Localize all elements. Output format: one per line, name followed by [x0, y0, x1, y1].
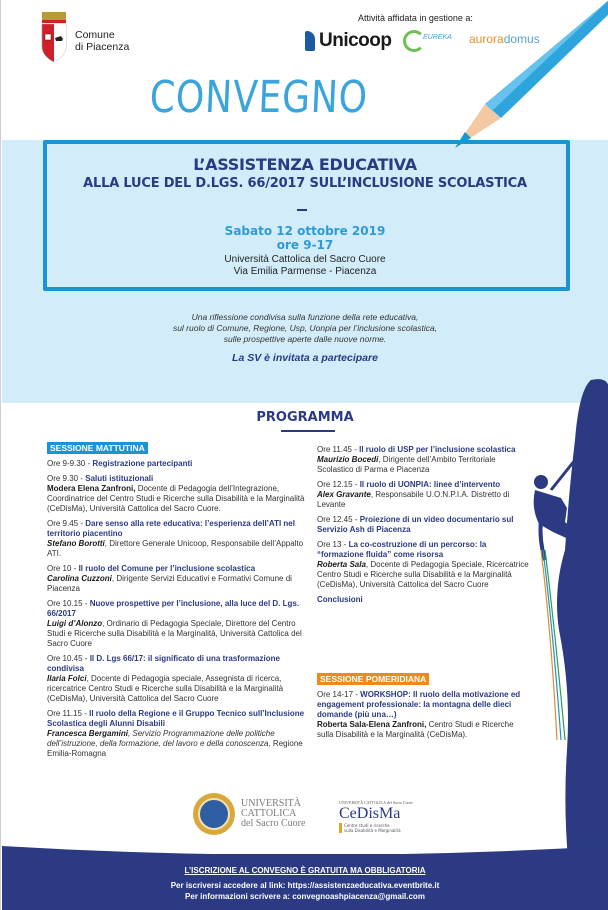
item-speaker: Maurizio Bocedi — [317, 455, 379, 464]
ucsc-line3: del Sacro Cuore — [241, 818, 306, 829]
register-link[interactable]: https://assistenzaeducativa.eventbrite.it — [287, 881, 440, 890]
programma-underline — [281, 430, 335, 432]
cedisma-sub1: Centro studi e ricerche — [344, 823, 390, 828]
item-speaker: Alex Gravante — [317, 490, 371, 499]
program-item — [47, 654, 309, 704]
item-time: Ore 13 - — [317, 540, 349, 549]
item-time: Ore 14-17 - — [317, 690, 361, 699]
item-topic: Il D. Lgs 66/17: il significato di una trasformazione condivisa — [47, 654, 280, 673]
event-day: Sabato 12 ottobre 2019 — [224, 224, 386, 238]
venue-line2: Via Emilia Parmense - Piacenza — [233, 266, 377, 277]
program-item — [317, 515, 532, 535]
item-topic: WORKSHOP: Il ruolo della motivazione ed engagement professionale: la montagna delle dieci domande (più una…) — [317, 690, 521, 719]
program-item — [47, 474, 309, 514]
ucsc-line2: CATTOLICA — [241, 808, 297, 819]
unicoop-mark-icon — [305, 31, 315, 51]
footer-info — [1, 880, 608, 902]
ucsc-seal-icon — [193, 793, 235, 835]
info-email-link[interactable]: convegnoashpiacenza@gmail.com — [292, 892, 425, 901]
item-time: Ore 11.45 - — [317, 445, 360, 454]
convegno-heading: CONVEGNO — [148, 72, 369, 123]
invite-text: La SV è invitata a partecipare — [232, 352, 378, 364]
item-time: Ore 10.45 - — [47, 654, 90, 663]
title-separator — [297, 209, 307, 211]
comune-name — [75, 29, 129, 53]
program-right-column — [317, 445, 532, 745]
item-speaker: Luigi d’Alonzo — [47, 619, 103, 628]
title-line2: ALLA LUCE DEL D.LGS. 66/2017 SULL’INCLUSIONE SCOLASTICA — [83, 176, 527, 191]
item-description: , Direttore Generale Unicoop, Responsabile dell’Appalto ATI. — [47, 539, 304, 558]
eureka-text: EUREKA — [423, 34, 452, 41]
item-topic: Il ruolo di USP per l’inclusione scolastica — [359, 445, 516, 454]
register-label: Per iscriversi accedere al link: — [170, 881, 288, 890]
program-item — [47, 599, 309, 649]
item-speaker: Stefano Borotti — [47, 539, 105, 548]
item-topic: Nuove prospettive per l’inclusione, alla luce del D. Lgs. 66/2017 — [47, 599, 300, 618]
item-description: Docente di Pedagogia dell’Integrazione, Coordinatrice del Centro Studi e Ricerche sulla Disabilità e la Marginalità (CeDisMa), Università Cattolica del Sacro Cuore. — [47, 484, 305, 513]
item-speaker: Francesca Bergamini — [47, 729, 128, 738]
item-time: Ore 9.45 - — [47, 519, 86, 528]
item-time: Ore 11.15 - — [47, 709, 90, 718]
item-description-extra: Regione Emilia-Romagna — [47, 739, 303, 758]
info-line — [1, 891, 608, 902]
cedisma-name: CeDisMa — [339, 805, 401, 822]
item-description: , Servizio Programmazione delle politiche dell’istruzione, della formazione, del lavoro e della conoscenza, — [47, 729, 275, 748]
conclusioni-label: Conclusioni — [317, 595, 363, 604]
item-topic: La co-costruzione di un percorso: la “formazione fluida” come risorsa — [317, 540, 487, 559]
cedisma-logo — [339, 800, 413, 833]
event-date — [1, 224, 608, 252]
item-speaker: Ilaria Folci — [47, 674, 87, 683]
item-speaker: Modera Elena Zanfroni, — [47, 484, 136, 493]
item-description: , Ordinario di Pedagogia Speciale, Direttore del Centro Studi e Ricerche sulla Disabilità e la Marginalità, Università Cattolica del Sacro Cuore — [47, 619, 302, 648]
item-description: Centro Studi e Ricerche sulla Disabilità e la Marginalità (CeDisMa). — [317, 720, 514, 739]
program-item — [317, 690, 532, 740]
program-item — [317, 480, 532, 510]
item-speaker: Carolina Cuzzoni — [47, 574, 112, 583]
program-item — [317, 540, 532, 590]
item-topic: Dare senso alla rete educativa: l’esperienza dell’ATI nel territorio piacentino — [47, 519, 295, 538]
item-topic: Saluti istituzionali — [85, 474, 154, 483]
comune-line2: di Piacenza — [75, 41, 130, 53]
item-topic: Registrazione partecipanti — [92, 459, 193, 468]
intro-line1: Una riflessione condivisa sulla funzione della rete educativa, — [191, 312, 419, 322]
item-description: , Dirigente dell’Ambito Territoriale Scolastico di Parma e Piacenza — [317, 455, 496, 474]
item-topic: Il ruolo della Regione e il Gruppo Tecnico sull’Inclusione Scolastica degli Alunni Disabili — [47, 709, 305, 728]
item-description: , Docente di Pedagogia speciale, Assegnista di ricerca, ricercatrice Centro Studi e Ricerche sulla Disabilità e la Marginalità (CeDisMa), Università Cattolica del Sacro Cuore — [47, 674, 284, 703]
pencil-icon — [441, 0, 608, 160]
item-time: Ore 10.15 - — [47, 599, 90, 608]
intro-line3: sulle prospettive aperte dalle nuove norme. — [223, 334, 387, 344]
affidata-label: Attività affidata in gestione a: — [358, 13, 473, 23]
intro-text — [1, 312, 608, 345]
item-description: , Responsabile U.O.N.P.I.A. Distretto di Levante — [317, 490, 510, 509]
climber-silhouette-icon — [521, 370, 608, 860]
cedisma-sub2: sulla Disabilità e Marginalità — [344, 828, 401, 833]
ucsc-line1: UNIVERSITÀ — [241, 798, 301, 809]
session-morning-badge: SESSIONE MATTUTINA — [47, 442, 148, 454]
program-item — [47, 564, 309, 594]
item-topic: Proiezione di un video documentario sul Servizio Ash di Piacenza — [317, 515, 514, 534]
intro-line2: sul ruolo di Comune, Regione, Usp, Uonpia per l’inclusione scolastica, — [172, 323, 438, 333]
info-label: Per informazioni scrivere a: — [185, 892, 293, 901]
program-item — [47, 519, 309, 559]
item-time: Ore 10 - — [47, 564, 79, 573]
event-venue — [1, 254, 608, 278]
register-line — [1, 880, 608, 891]
item-time: Ore 9.30 - — [47, 474, 86, 483]
item-time: Ore 12.45 - — [317, 515, 360, 524]
event-hours: ore 9-17 — [276, 238, 334, 252]
unicoop-text: Unicoop — [319, 30, 392, 51]
item-description: , Docente di Pedagogia Speciale, Ricercatrice Centro Studi e Ricerche sulla Disabilità e la Marginalità (CeDisMa), Università Cattolica del Sacro Cuore — [317, 560, 529, 589]
session-afternoon-badge: SESSIONE POMERIDIANA — [317, 673, 429, 685]
program-item — [317, 445, 532, 475]
programma-heading: PROGRAMMA — [256, 410, 354, 425]
eureka-ring-icon — [403, 30, 425, 52]
registration-notice: L’ISCRIZIONE AL CONVEGNO È GRATUITA MA OBBLIGATORIA — [184, 866, 426, 875]
unicoop-logo — [305, 30, 392, 52]
comune-crest-icon — [40, 12, 68, 64]
ucsc-logo — [193, 793, 305, 835]
item-time: Ore 9-9.30 - — [47, 459, 93, 468]
venue-line1: Università Cattolica del Sacro Cuore — [224, 254, 386, 265]
domus-text: domus — [503, 32, 540, 46]
item-time: Ore 12.15 - — [317, 480, 360, 489]
item-description: , Dirigente Servizi Educativi e Formativi Comune di Piacenza — [47, 574, 292, 593]
item-topic: Il ruolo di UONPIA: linee d’intervento — [359, 480, 501, 489]
item-topic: Il ruolo del Comune per l’inclusione scolastica — [78, 564, 256, 573]
comune-line1: Comune — [75, 29, 115, 41]
item-speaker: Roberta Sala-Elena Zanfroni, — [317, 720, 427, 729]
program-item — [47, 709, 309, 759]
aurora-text: aurora — [469, 32, 504, 46]
cedisma-top-text: UNIVERSITÀ CATTOLICA del Sacro Cuore — [339, 800, 413, 805]
cedisma-subtitle — [339, 823, 413, 833]
item-speaker: Roberta Sala — [317, 560, 366, 569]
program-item — [47, 459, 309, 469]
program-left-column — [47, 442, 309, 764]
title-line1: L’ASSISTENZA EDUCATIVA — [193, 155, 417, 174]
